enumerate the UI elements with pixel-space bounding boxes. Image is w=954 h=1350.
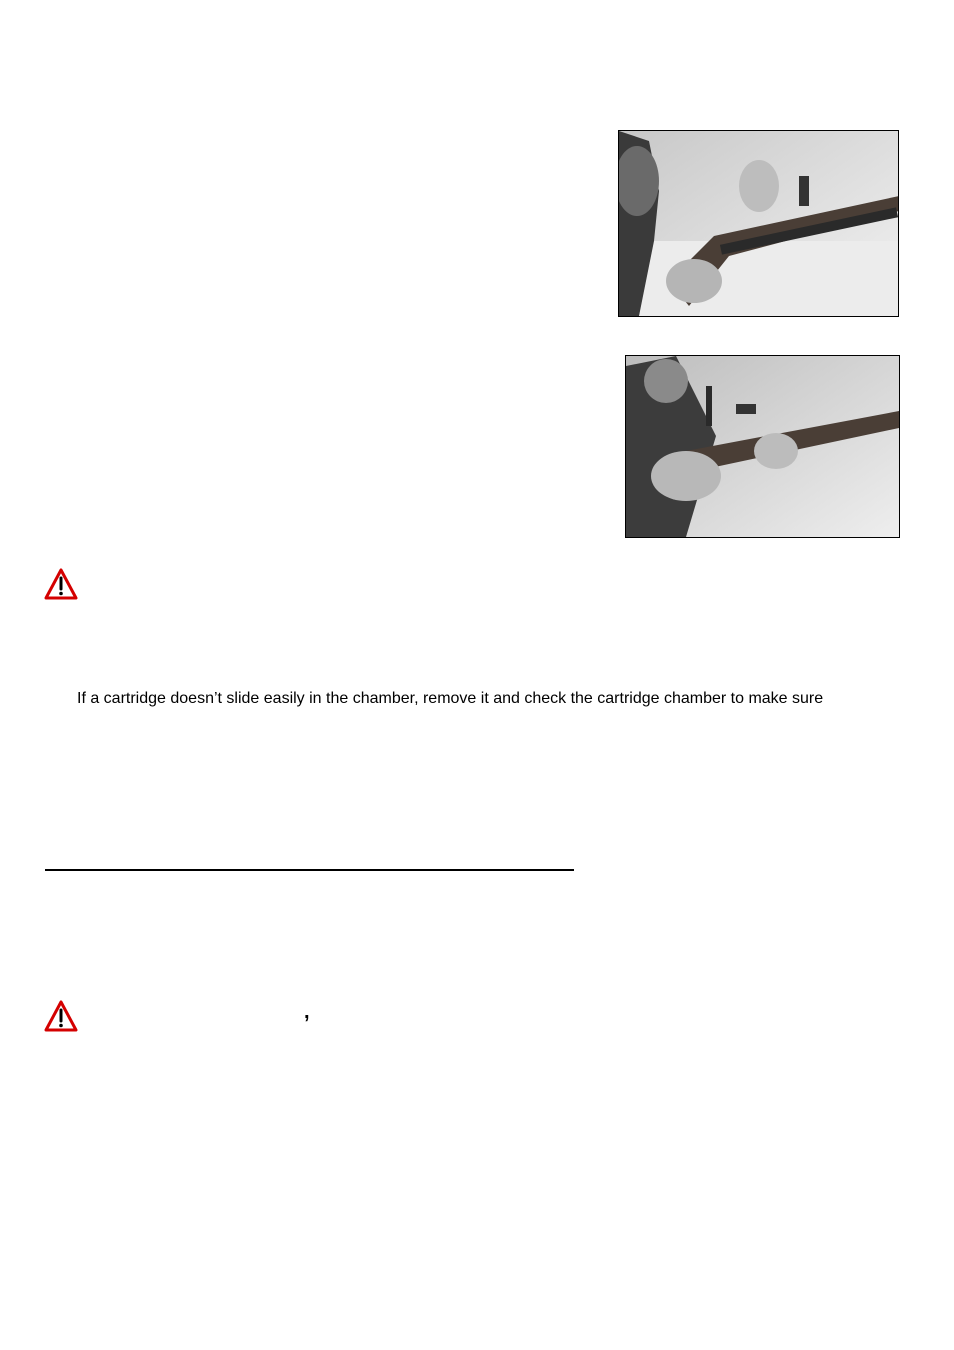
section-divider	[45, 869, 574, 871]
photo-rifle-loading	[618, 130, 899, 317]
cartridge-instruction-text: If a cartridge doesn’t slide easily in the chamber, remove it and check the cartridge chamber to make sure	[77, 690, 824, 707]
warning-triangle-icon	[44, 1000, 78, 1032]
warning-triangle-icon	[44, 568, 78, 600]
text-fragment-comma: ,	[304, 1001, 310, 1023]
photo-rifle-cocking	[625, 355, 900, 538]
